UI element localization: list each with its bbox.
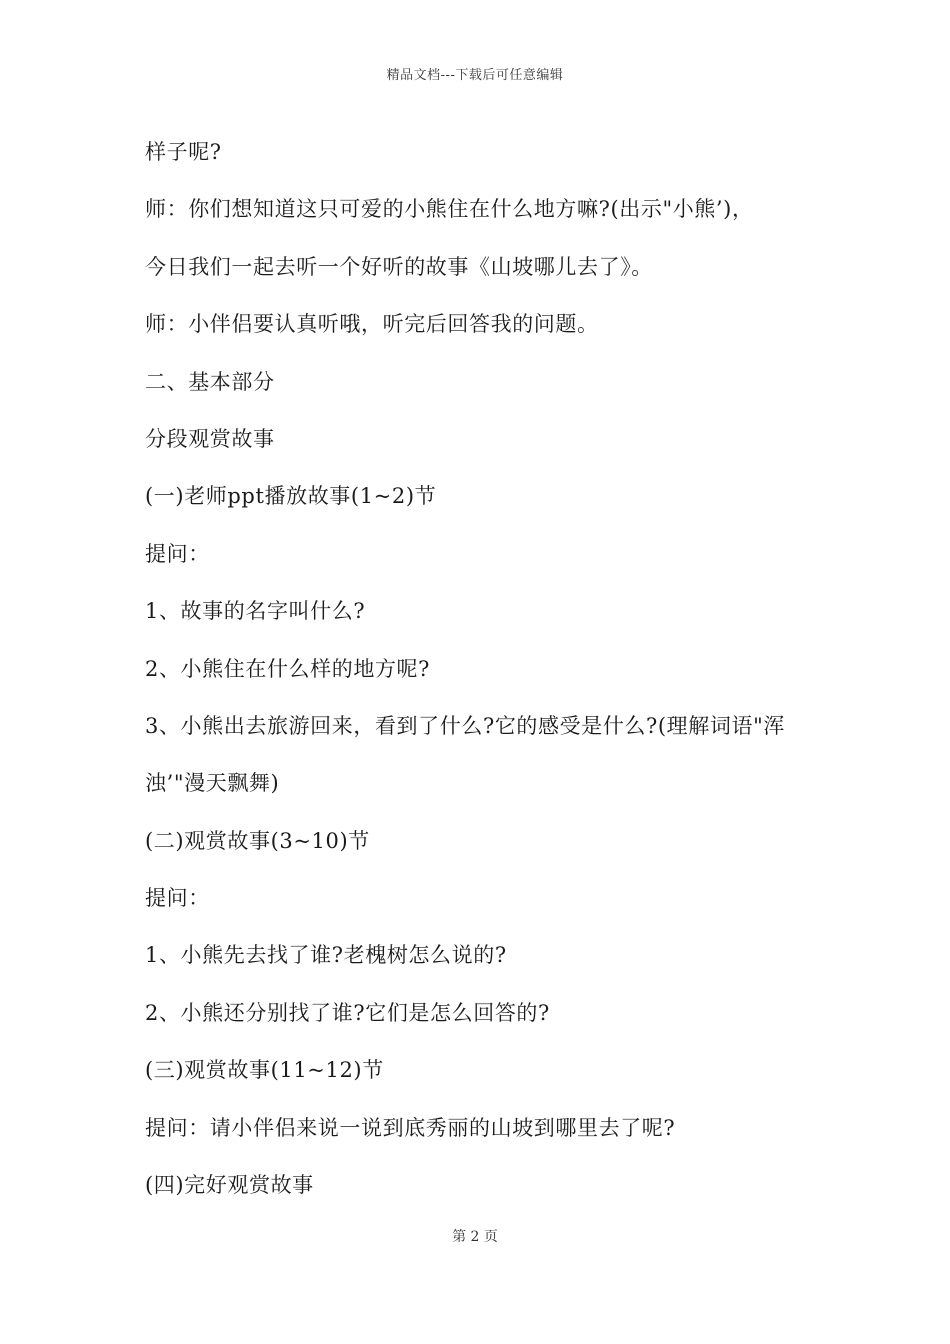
- list-item: 2、小熊还分别找了谁?它们是怎么回答的?: [145, 1000, 550, 1025]
- text-line: 今日我们一起去听一个好听的故事《山坡哪儿去了》。: [145, 254, 653, 279]
- subsection-heading: (二)观赏故事(3~10)节: [145, 828, 370, 853]
- text-line: 分段观赏故事: [145, 426, 275, 451]
- text-line: 浊’"漫天飘舞): [145, 771, 280, 796]
- subsection-heading: (三)观赏故事(11~12)节: [145, 1058, 384, 1083]
- text-line: 师：小伴侣要认真听哦，听完后回答我的问题。: [145, 312, 599, 337]
- text-line: 样子呢?: [145, 140, 222, 164]
- text-line: 提问：: [145, 886, 210, 911]
- list-item: 2、小熊住在什么样的地方呢?: [145, 656, 431, 681]
- text-line: 提问：: [145, 541, 210, 566]
- text-line: 师：你们想知道这只可爱的小熊住在什么地方嘛?(出示"小熊’)，: [145, 197, 754, 222]
- list-item: 3、小熊出去旅游回来，看到了什么?它的感受是什么?(理解词语"浑: [145, 713, 785, 738]
- page-header: 精品文档---下载后可任意编辑: [386, 68, 564, 83]
- subsection-heading: (一)老师ppt播放故事(1~2)节: [145, 484, 437, 509]
- list-item: 1、小熊先去找了谁?老槐树怎么说的?: [145, 943, 507, 968]
- document-body: [145, 136, 845, 1226]
- section-heading: 二、基本部分: [145, 369, 275, 394]
- list-item: 1、故事的名字叫什么?: [145, 599, 366, 624]
- subsection-heading: (四)完好观赏故事: [145, 1173, 314, 1198]
- page-number: 第 2 页: [452, 1229, 498, 1245]
- text-line: 提问：请小伴侣来说一说到底秀丽的山坡到哪里去了呢?: [145, 1115, 676, 1140]
